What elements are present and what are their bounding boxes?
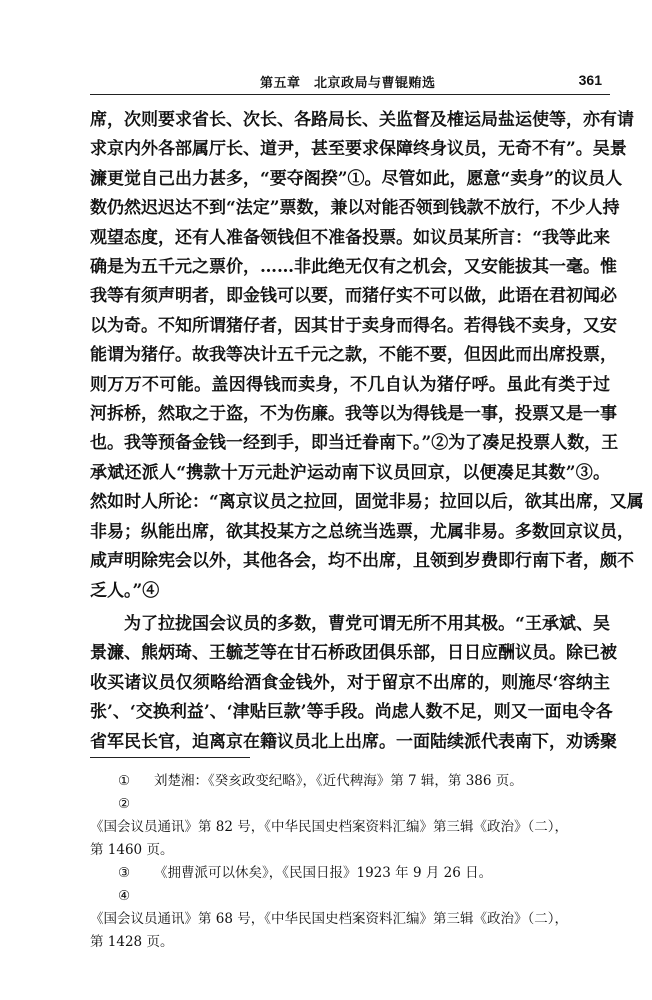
text-line: 非易；纵能出席，欲其投某方之总统当选票，尤属非易。多数回京议员， (90, 521, 634, 542)
page-number: 361 (578, 72, 602, 88)
text-line: 景濂、熊炳琦、王毓芝等在甘石桥政团俱乐部，日日应酬议员。除已被 (90, 643, 617, 664)
footnote-3 (90, 862, 615, 885)
footnote-text: 《国会议员通讯》第 82 号，《中华民国史档案资料汇编》第三辑《政治》（二）， (90, 819, 569, 835)
text-line: 以为奇。不知所谓猪仔者，因其甘于卖身而得名。若得钱不卖身，又安 (90, 315, 617, 336)
text-line: 收买诸议员仅须略给酒食金钱外，对于留京不出席的，则施尽‘容纳主 (90, 672, 610, 693)
text-line: 濂更觉自己出力甚多，“要夺阁揆”①。尽管如此，愿意“卖身”的议员人 (90, 168, 623, 189)
text-line: 张’、‘交换利益’、‘津贴巨款’等手段。尚虑人数不足，则又一面电令各 (90, 702, 613, 723)
footnote-1 (90, 770, 615, 793)
main-text (90, 106, 644, 757)
paragraph-1 (90, 106, 644, 606)
footnote-4 (90, 885, 615, 954)
text-line: 我等有须声明者，即金钱可以要，而猪仔实不可以做，此语在君初闻必 (90, 286, 617, 307)
text-line: 能谓为猪仔。故我等决计五千元之款，不能不要，但因此而出席投票， (90, 345, 617, 366)
footnote-marker: ④ (118, 888, 131, 904)
footnote-marker: ② (118, 796, 131, 812)
text-line: 数仍然迟迟达不到“法定”票数，兼以对能否领到钱款不放行，不少人持 (90, 198, 620, 219)
text-line: 也。我等预备金钱一经到手，即当迁眷南下。”②为了凑足投票人数，王 (90, 433, 619, 454)
footnote-divider (90, 757, 250, 758)
footnote-marker: ① (118, 773, 131, 789)
paragraph-2 (90, 610, 617, 757)
footnote-text: 《国会议员通讯》第 68 号，《中华民国史档案资料汇编》第三辑《政治》（二）， (90, 911, 569, 927)
text-line: 河拆桥，然取之于盗，不为伤廉。我等以为得钱是一事，投票又是一事 (90, 404, 617, 425)
footnote-marker: ③ (118, 865, 131, 881)
chapter-title: 第五章 北京政局与曹锟贿选 (260, 76, 436, 91)
text-line: 席，次则要求省长、次长、各路局长、关监督及榷运局盐运使等，亦有请 (90, 110, 634, 130)
footnote-2 (90, 793, 615, 862)
running-header (90, 60, 610, 95)
footnotes (90, 770, 615, 954)
text-line: 乏人。”④ (90, 580, 160, 601)
footnote-text-continued: 第 1428 页。 (90, 934, 174, 950)
footnote-text: 《拥曹派可以休矣》，《民国日报》1923 年 9 月 26 日。 (154, 865, 493, 881)
text-line: 承斌还派人“携款十万元赴沪运动南下议员回京，以便凑足其数”③。 (90, 462, 610, 483)
text-line: 确是为五千元之票价，……非此绝无仅有之机会，又安能拔其一毫。惟 (90, 257, 617, 278)
text-line: 则万万不可能。盖因得钱而卖身，不几自认为猪仔呼。虽此有类于过 (90, 374, 610, 395)
footnote-text-continued: 第 1460 页。 (90, 842, 174, 858)
text-line: 求京内外各部属厅长、道尹，甚至要求保障终身议员，无奇不有”。吴景 (90, 139, 627, 160)
text-line: 省军民长官，迫离京在籍议员北上出席。一面陆续派代表南下，劝诱聚 (90, 731, 617, 752)
text-line: 咸声明除宪会以外，其他各会，均不出席，且领到岁费即行南下者，颇不 (90, 551, 634, 572)
text-line: 然如时人所论：“离京议员之拉回，固觉非易；拉回以后，欲其出席，又属 (90, 492, 644, 513)
text-line: 为了拉拢国会议员的多数，曹党可谓无所不用其极。“王承斌、吴 (90, 613, 610, 634)
text-line: 观望态度，还有人准备领钱但不准备投票。如议员某所言：“我等此来 (90, 227, 610, 248)
footnote-text: 刘楚湘：《癸亥政变纪略》，《近代稗海》第 7 辑，第 386 页。 (154, 773, 523, 789)
